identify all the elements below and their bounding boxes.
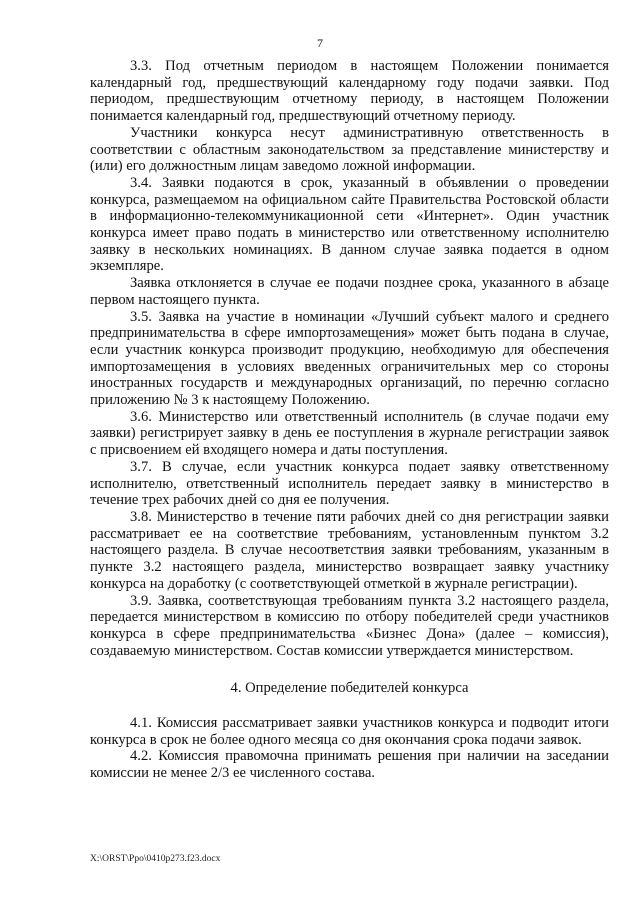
section-heading: 4. Определение победителей конкурса [230, 680, 469, 697]
paragraph-3-3: 3.3. Под отчетным периодом в настоящем Положении понимается календарный год, предшествующий календарному году подачи заявки. Под периодом, предшествующим отчетному периоду, в настоящем Положении понимается календарный год, предшествующий отчетному периоду. [90, 58, 609, 125]
paragraph-3-6: 3.6. Министерство или ответственный исполнитель (в случае подачи ему заявки) регистрирует заявку в день ее поступления в журнале регистрации заявок с присвоением ей входящего номера и даты поступления. [90, 408, 609, 459]
paragraph-3-4: 3.4. Заявки подаются в срок, указанный в объявлении о проведении конкурса, размещаемом на официальном сайте Правительства Ростовской области в информационно-телекоммуникационной сети «Интернет». Один участник конкурса имеет право подать в министерство или ответственному исполнителю заявку в нескольких номинациях. В данном случае заявка подается в одном экземпляре. [90, 174, 609, 275]
document-body [90, 58, 609, 782]
paragraph-3-7: 3.7. В случае, если участник конкурса подает заявку ответственному исполнителю, ответственный исполнитель передает заявку в министерство в течение трех рабочих дней со дня ее получения. [90, 458, 609, 509]
footer-file-path: X:\ORST\Ppo\0410p273.f23.docx [90, 854, 221, 864]
paragraph-responsibility: Участники конкурса несут административную ответственность в соответствии с областным законодательством за представление министерству и (или) его должностным лицам заведомо ложной информации. [90, 124, 609, 175]
paragraph-4-2: 4.2. Комиссия правомочна принимать решения при наличии на заседании комиссии не менее 2/3 ее численного состава. [90, 748, 609, 782]
paragraph-3-9: 3.9. Заявка, соответствующая требованиям пункта 3.2 настоящего раздела, передается министерством в комиссию по отбору победителей среди участников конкурса в сфере предпринимательства «Бизнес Дона» (далее – комиссия), создаваемую министерством. Состав комиссии утверждается министерством. [90, 592, 609, 659]
paragraph-rejection: Заявка отклоняется в случае ее подачи позднее срока, указанного в абзаце первом настоящего пункта. [90, 275, 609, 308]
page-number: 7 [317, 36, 323, 50]
paragraph-4-1: 4.1. Комиссия рассматривает заявки участников конкурса и подводит итоги конкурса в срок не более одного месяца со дня окончания срока подачи заявок. [90, 715, 609, 748]
paragraph-3-5: 3.5. Заявка на участие в номинации «Лучший субъект малого и среднего предпринимательства в сфере импортозамещения» может быть подана в случае, если участник конкурса производит продукцию, необходимую для обеспечения импортозамещения в условиях введенных ограничительных мер со стороны иностранных государств и международных организаций, по перечню согласно приложению № 3 к настоящему Положению. [90, 308, 609, 409]
paragraph-3-8: 3.8. Министерство в течение пяти рабочих дней со дня регистрации заявки рассматривает ее на соответствие требованиям, установленным пунктом 3.2 настоящего раздела. В случае несоответствия заявки требованиям, указанным в пункте 3.2 настоящего раздела, министерство возвращает заявку участнику конкурса на доработку (с соответствующей отметкой в журнале регистрации). [90, 508, 609, 592]
